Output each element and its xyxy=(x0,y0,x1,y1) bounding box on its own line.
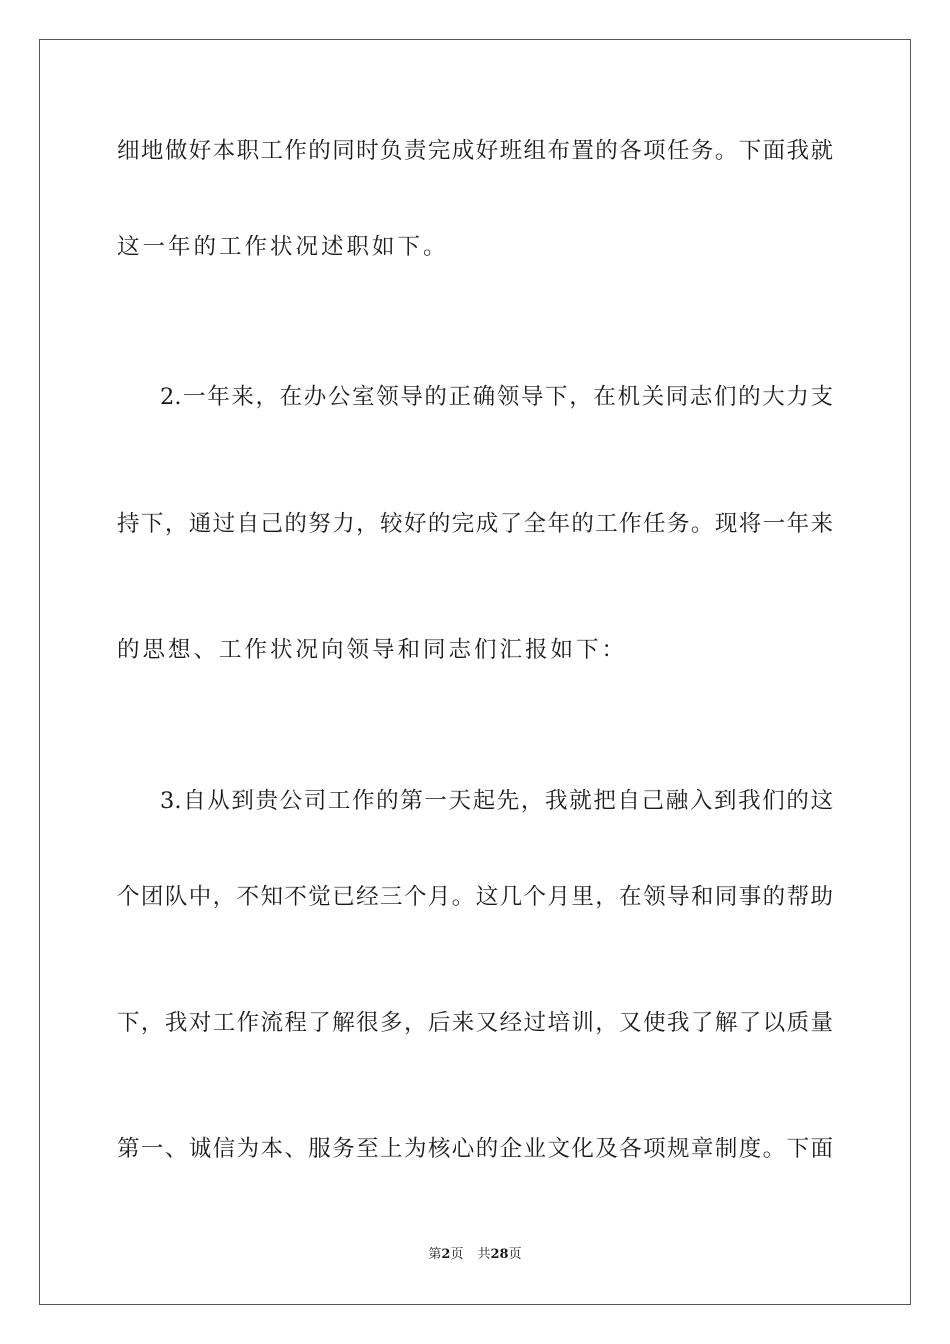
page-footer xyxy=(0,1245,950,1265)
body-line-3: 2.一年来，在办公室领导的正确领导下，在机关同志们的大力支 xyxy=(160,384,833,410)
body-line-8: 下，我对工作流程了解很多，后来又经过培训，又使我了解了以质量 xyxy=(117,1010,833,1036)
body-line-2: 这一年的工作状况述职如下。 xyxy=(117,234,449,260)
page-border xyxy=(39,39,911,1305)
body-line-6: 3.自从到贵公司工作的第一天起先，我就把自己融入到我们的这 xyxy=(160,788,833,814)
total-prefix: 共 xyxy=(477,1247,491,1262)
body-line-9: 第一、诚信为本、服务至上为核心的企业文化及各项规章制度。下面 xyxy=(117,1136,833,1162)
body-line-1: 细地做好本职工作的同时负责完成好班组布置的各项任务。下面我就 xyxy=(117,138,833,164)
body-line-7: 个团队中，不知不觉已经三个月。这几个月里，在领导和同事的帮助 xyxy=(117,884,833,910)
total-suffix: 页 xyxy=(508,1247,522,1262)
page-prefix: 第 xyxy=(428,1247,442,1262)
page-suffix: 页 xyxy=(450,1247,464,1262)
body-line-4: 持下，通过自己的努力，较好的完成了全年的工作任务。现将一年来 xyxy=(117,511,833,537)
total-pages: 28 xyxy=(490,1247,509,1262)
body-line-5: 的思想、工作状况向领导和同志们汇报如下： xyxy=(117,637,628,663)
page-number: 2 xyxy=(441,1247,451,1262)
